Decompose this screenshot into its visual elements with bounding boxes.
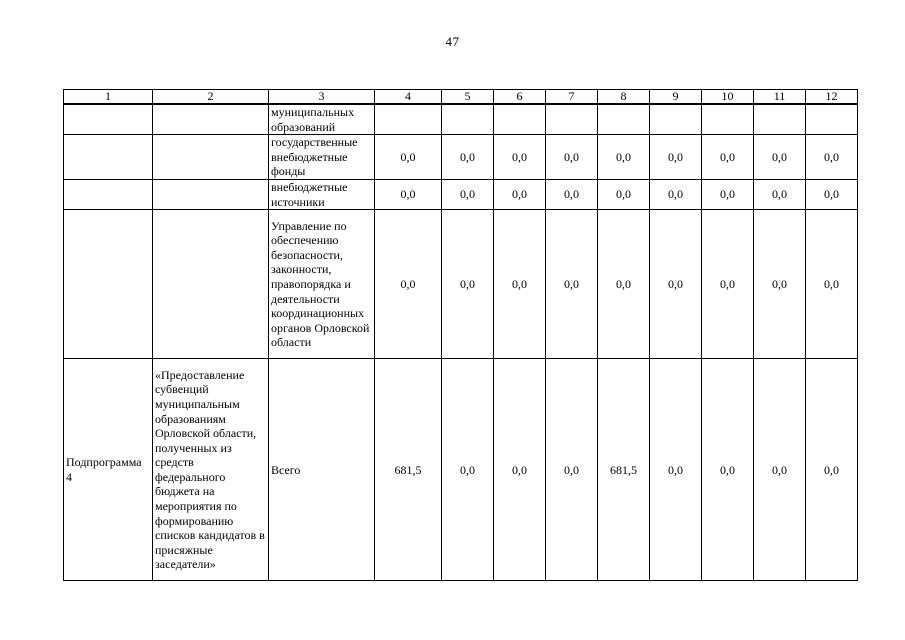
funding-source-cell: муниципальных образований (269, 104, 375, 135)
value-cell: 681,5 (598, 359, 650, 581)
empty-cell (64, 180, 153, 210)
empty-cell (64, 135, 153, 180)
value-cell: 0,0 (754, 180, 806, 210)
empty-cell (153, 135, 269, 180)
value-cell: 0,0 (806, 210, 858, 359)
value-cell (754, 104, 806, 135)
value-cell (494, 104, 546, 135)
value-cell: 681,5 (375, 359, 442, 581)
empty-cell (153, 104, 269, 135)
value-cell: 0,0 (442, 210, 494, 359)
value-cell: 0,0 (754, 210, 806, 359)
value-cell (546, 104, 598, 135)
value-cell: 0,0 (598, 180, 650, 210)
value-cell: 0,0 (806, 135, 858, 180)
column-header: 6 (494, 90, 546, 105)
funding-source-cell: Управление по обеспечению безопасности, законности, правопорядка и деятельности координационных органов Орловской области (269, 210, 375, 359)
value-cell: 0,0 (546, 180, 598, 210)
empty-cell (153, 180, 269, 210)
value-cell: 0,0 (806, 180, 858, 210)
funding-source-cell: внебюджетные источники (269, 180, 375, 210)
value-cell (598, 104, 650, 135)
empty-cell (64, 210, 153, 359)
value-cell: 0,0 (650, 135, 702, 180)
value-cell (375, 104, 442, 135)
value-cell: 0,0 (494, 135, 546, 180)
column-header: 12 (806, 90, 858, 105)
value-cell: 0,0 (598, 210, 650, 359)
value-cell: 0,0 (806, 359, 858, 581)
column-header: 8 (598, 90, 650, 105)
value-cell (806, 104, 858, 135)
column-header: 1 (64, 90, 153, 105)
value-cell: 0,0 (702, 210, 754, 359)
value-cell: 0,0 (442, 180, 494, 210)
value-cell (650, 104, 702, 135)
subprogram-cell: Подпрограмма 4 (64, 359, 153, 581)
budget-table (63, 89, 858, 581)
table-row (64, 210, 858, 359)
empty-cell (64, 104, 153, 135)
column-header: 9 (650, 90, 702, 105)
value-cell: 0,0 (442, 359, 494, 581)
value-cell: 0,0 (442, 135, 494, 180)
value-cell: 0,0 (494, 180, 546, 210)
value-cell: 0,0 (650, 210, 702, 359)
value-cell: 0,0 (546, 359, 598, 581)
value-cell: 0,0 (375, 135, 442, 180)
value-cell: 0,0 (650, 180, 702, 210)
value-cell: 0,0 (546, 135, 598, 180)
value-cell: 0,0 (494, 210, 546, 359)
value-cell (442, 104, 494, 135)
page-number: 47 (445, 34, 460, 49)
value-cell: 0,0 (650, 359, 702, 581)
table-row (64, 135, 858, 180)
value-cell: 0,0 (598, 135, 650, 180)
table-row (64, 359, 858, 581)
value-cell: 0,0 (702, 359, 754, 581)
value-cell: 0,0 (375, 210, 442, 359)
table-row (64, 104, 858, 135)
header-row (64, 90, 858, 105)
empty-cell (153, 210, 269, 359)
column-header: 4 (375, 90, 442, 105)
subprogram-name-cell: «Предоставление субвенций муниципальным образованиям Орловской области, полученных из средств федерального бюджета на мероприятия по формированию списков кандидатов в присяжные заседатели» (153, 359, 269, 581)
value-cell: 0,0 (754, 135, 806, 180)
column-header: 3 (269, 90, 375, 105)
value-cell: 0,0 (375, 180, 442, 210)
column-header: 7 (546, 90, 598, 105)
column-header: 2 (153, 90, 269, 105)
value-cell: 0,0 (546, 210, 598, 359)
value-cell (702, 104, 754, 135)
column-header: 11 (754, 90, 806, 105)
funding-source-cell: Всего (269, 359, 375, 581)
column-header: 10 (702, 90, 754, 105)
value-cell: 0,0 (702, 180, 754, 210)
column-header: 5 (442, 90, 494, 105)
funding-source-cell: государственные внебюджетные фонды (269, 135, 375, 180)
value-cell: 0,0 (702, 135, 754, 180)
table-row (64, 180, 858, 210)
value-cell: 0,0 (494, 359, 546, 581)
value-cell: 0,0 (754, 359, 806, 581)
